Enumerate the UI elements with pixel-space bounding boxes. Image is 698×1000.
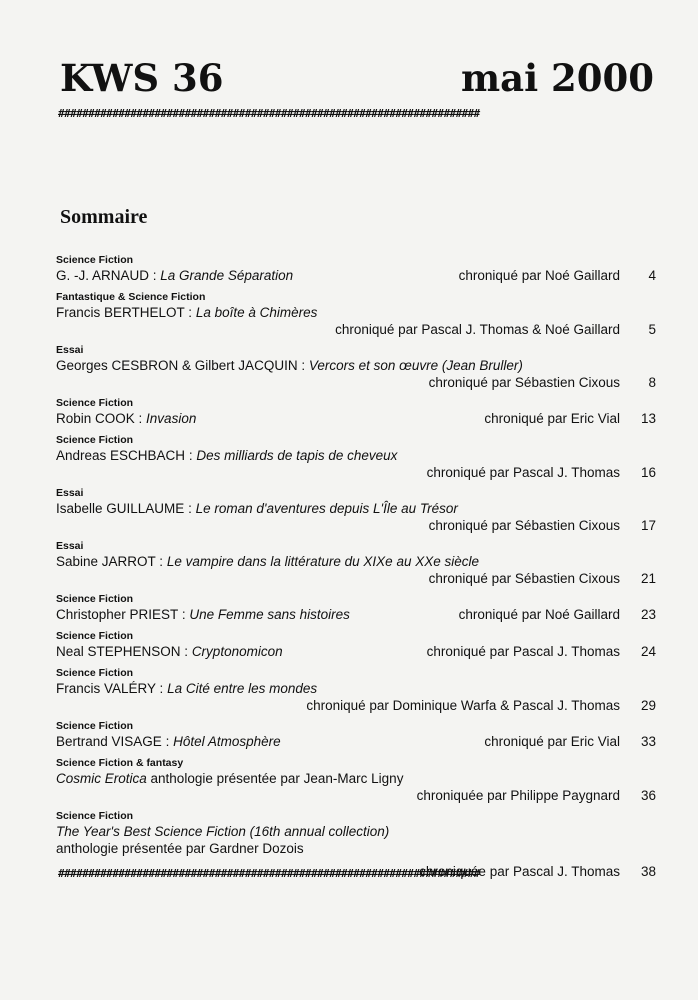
entry-title: La Grande Séparation [160, 268, 294, 283]
entry-author: G. -J. ARNAUD [56, 268, 150, 283]
entry-category: Science Fiction [56, 810, 134, 822]
entry-reviewer: chroniqué par Sébastien Cixous [428, 518, 620, 533]
entry-page: 4 [648, 268, 656, 283]
toc-entry: Science Fiction Neal STEPHENSON : Cryptonomicon chroniqué par Pascal J. Thomas 24 [56, 630, 656, 659]
separator-bottom: ###################################################################### [58, 867, 480, 880]
entry-reviewer: chroniqué par Noé Gaillard [458, 607, 620, 622]
entry-reviewer: chroniqué par Eric Vial [484, 734, 620, 749]
entry-author: Neal STEPHENSON [56, 644, 181, 659]
entry-note: anthologie présentée par Jean-Marc Ligny [146, 771, 404, 786]
entry-title: Des milliards de tapis de cheveux [196, 448, 398, 463]
entry-page: 16 [640, 465, 656, 480]
entry-author: Christopher PRIEST [56, 607, 179, 622]
toc-title: Sommaire [60, 206, 148, 228]
entry-title: Hôtel Atmosphère [173, 734, 281, 749]
entry-author: Sabine JARROT [56, 554, 156, 569]
entry-category: Science Fiction & fantasy [56, 757, 184, 769]
toc-entry: Essai Georges CESBRON & Gilbert JACQUIN : Vercors et son œuvre (Jean Bruller) chroniqué par Sébastien Cixous 8 [56, 344, 656, 390]
toc-entry: Science Fiction Andreas ESCHBACH : Des milliards de tapis de cheveux chroniqué par Pascal J. Thomas 16 [56, 434, 656, 480]
toc-list [56, 254, 656, 880]
entry-reviewer: chroniqué par Sébastien Cixous [428, 571, 620, 586]
entry-category: Science Fiction [56, 397, 134, 409]
entry-page: 8 [648, 375, 656, 390]
entry-category: Essai [56, 344, 84, 356]
entry-category: Science Fiction [56, 593, 134, 605]
entry-title: Vercors et son œuvre (Jean Bruller) [308, 358, 523, 373]
entry-page: 23 [640, 607, 656, 622]
issue-number: KWS 36 [60, 56, 224, 100]
toc-entry: Essai Isabelle GUILLAUME : Le roman d'aventures depuis L'Île au Trésor chroniqué par Sébastien Cixous 17 [56, 487, 656, 533]
entry-category: Fantastique & Science Fiction [56, 291, 206, 303]
entry-page: 29 [640, 698, 656, 713]
entry-author: Bertrand VISAGE [56, 734, 162, 749]
toc-entry: Science Fiction Christopher PRIEST : Une Femme sans histoires chroniqué par Noé Gaillard 23 [56, 593, 656, 622]
entry-category: Science Fiction [56, 667, 134, 679]
entry-page: 5 [648, 322, 656, 337]
toc-entry: Science Fiction Robin COOK : Invasion chroniqué par Eric Vial 13 [56, 397, 656, 426]
entry-author: Robin COOK [56, 411, 135, 426]
entry-note: anthologie présentée par Gardner Dozois [56, 841, 304, 856]
entry-title: Invasion [146, 411, 197, 426]
entry-category: Science Fiction [56, 720, 134, 732]
entry-reviewer: chroniqué par Noé Gaillard [458, 268, 620, 283]
toc-entry: Essai Sabine JARROT : Le vampire dans la littérature du XIXe au XXe siècle chroniqué par Sébastien Cixous 21 [56, 540, 656, 586]
entry-page: 13 [640, 411, 656, 426]
separator-top: ###################################################################### [58, 107, 480, 120]
entry-author: Francis VALÉRY [56, 681, 156, 696]
entry-title: Le vampire dans la littérature du XIXe au XXe siècle [166, 554, 479, 569]
entry-reviewer: chroniquée par Pascal J. Thomas [419, 864, 620, 879]
entry-title: Une Femme sans histoires [189, 607, 350, 622]
entry-title: Cryptonomicon [191, 644, 283, 659]
entry-reviewer: chroniqué par Pascal J. Thomas [426, 644, 620, 659]
entry-reviewer: chroniquée par Philippe Paygnard [416, 788, 620, 803]
entry-reviewer: chroniqué par Pascal J. Thomas [426, 465, 620, 480]
toc-entry [56, 757, 656, 804]
entry-reviewer: chroniqué par Pascal J. Thomas & Noé Gaillard [335, 322, 620, 337]
entry-title: Le roman d'aventures depuis L'Île au Trésor [195, 501, 458, 516]
entry-author: Georges CESBRON & Gilbert JACQUIN [56, 358, 298, 373]
entry-page: 21 [640, 571, 656, 586]
entry-title: The Year's Best Science Fiction (16th annual collection) [56, 824, 390, 839]
entry-category: Science Fiction [56, 630, 134, 642]
entry-page: 36 [640, 788, 656, 803]
entry-title: La boîte à Chimères [195, 305, 318, 320]
entry-author: Andreas ESCHBACH [56, 448, 186, 463]
toc-entry: Science Fiction G. -J. ARNAUD : La Grande Séparation chroniqué par Noé Gaillard 4 [56, 254, 656, 283]
entry-reviewer: chroniqué par Sébastien Cixous [428, 375, 620, 390]
toc-entry: Fantastique & Science Fiction Francis BERTHELOT : La boîte à Chimères chroniqué par Pascal J. Thomas & Noé Gaillard 5 [56, 291, 656, 337]
toc-entry: Science Fiction Francis VALÉRY : La Cité entre les mondes chroniqué par Dominique Warfa & Pascal J. Thomas 29 [56, 667, 656, 713]
entry-author: Francis BERTHELOT [56, 305, 185, 320]
entry-category: Essai [56, 487, 84, 499]
entry-author: Isabelle GUILLAUME [56, 501, 185, 516]
entry-category: Science Fiction [56, 434, 134, 446]
entry-category: Essai [56, 540, 84, 552]
entry-reviewer: chroniqué par Dominique Warfa & Pascal J. Thomas [306, 698, 620, 713]
entry-reviewer: chroniqué par Eric Vial [484, 411, 620, 426]
entry-page: 33 [640, 734, 656, 749]
entry-page: 38 [640, 864, 656, 879]
entry-page: 17 [640, 518, 656, 533]
entry-page: 24 [640, 644, 656, 659]
entry-title: Cosmic Erotica [56, 771, 147, 786]
issue-date: mai 2000 [460, 56, 654, 100]
entry-title: La Cité entre les mondes [167, 681, 318, 696]
toc-entry: Science Fiction Bertrand VISAGE : Hôtel Atmosphère chroniqué par Eric Vial 33 [56, 720, 656, 749]
entry-category: Science Fiction [56, 254, 134, 266]
